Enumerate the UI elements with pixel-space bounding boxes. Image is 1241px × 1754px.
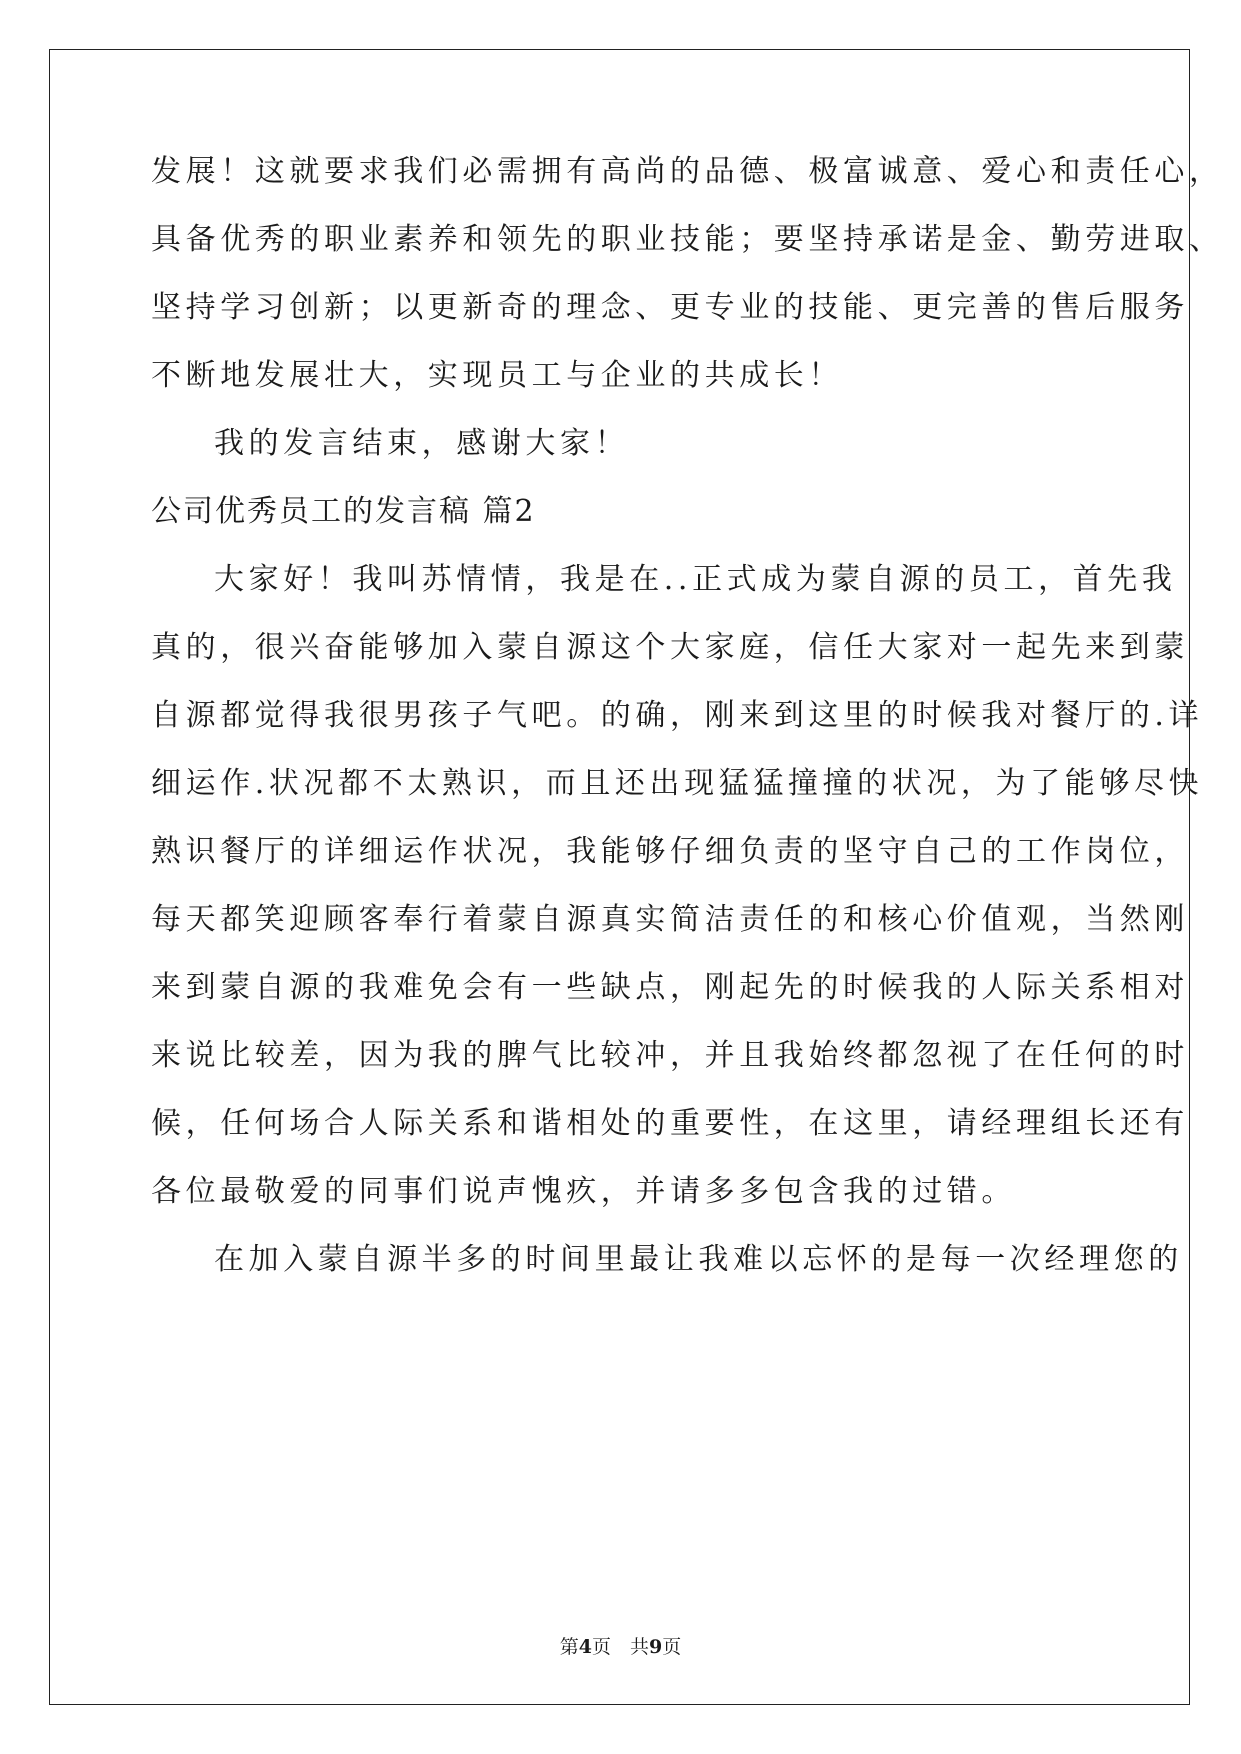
footer-prefix: 第 (559, 1636, 579, 1658)
body-line-15: 候，任何场合人际关系和谐相处的重要性，在这里，请经理组长还有 (151, 1106, 1189, 1141)
body-line-11: 熟识餐厅的详细运作状况，我能够仔细负责的坚守自己的工作岗位， (151, 834, 1189, 869)
body-line-16: 各位最敬爱的同事们说声愧疚，并请多多包含我的过错。 (151, 1174, 1016, 1209)
body-line-13: 来到蒙自源的我难免会有一些缺点，刚起先的时候我的人际关系相对 (151, 970, 1189, 1005)
page-footer (0, 1635, 1241, 1659)
body-line-12: 每天都笑迎顾客奉行着蒙自源真实简洁责任的和核心价值观，当然刚 (151, 902, 1189, 937)
body-line-2: 具备优秀的职业素养和领先的职业技能；要坚持承诺是金、勤劳进取、 (151, 222, 1224, 257)
body-line-1: 发展！这就要求我们必需拥有高尚的品德、极富诚意、爱心和责任心， (151, 154, 1224, 189)
section-heading: 公司优秀员工的发言稿 篇2 (151, 494, 536, 529)
body-line-7: 大家好！我叫苏情情，我是在..正式成为蒙自源的员工，首先我 (214, 562, 1177, 597)
body-line-4: 不断地发展壮大，实现员工与企业的共成长！ (151, 358, 843, 393)
body-line-17: 在加入蒙自源半多的时间里最让我难以忘怀的是每一次经理您的 (214, 1242, 1183, 1277)
total-page-number: 9 (649, 1636, 663, 1658)
closing-line: 我的发言结束，感谢大家！ (214, 426, 630, 461)
body-line-3: 坚持学习创新；以更新奇的理念、更专业的技能、更完善的售后服务 (151, 290, 1189, 325)
body-line-9: 自源都觉得我很男孩子气吧。的确，刚来到这里的时候我对餐厅的.详 (151, 698, 1204, 733)
current-page-number: 4 (578, 1636, 592, 1658)
footer-suffix: 页 (662, 1636, 682, 1658)
body-line-10: 细运作.状况都不太熟识，而且还出现猛猛撞撞的状况，为了能够尽快 (151, 766, 1204, 801)
body-line-8: 真的，很兴奋能够加入蒙自源这个大家庭，信任大家对一起先来到蒙 (151, 630, 1189, 665)
body-line-14: 来说比较差，因为我的脾气比较冲，并且我始终都忽视了在任何的时 (151, 1038, 1189, 1073)
footer-mid: 页 共 (591, 1636, 649, 1658)
